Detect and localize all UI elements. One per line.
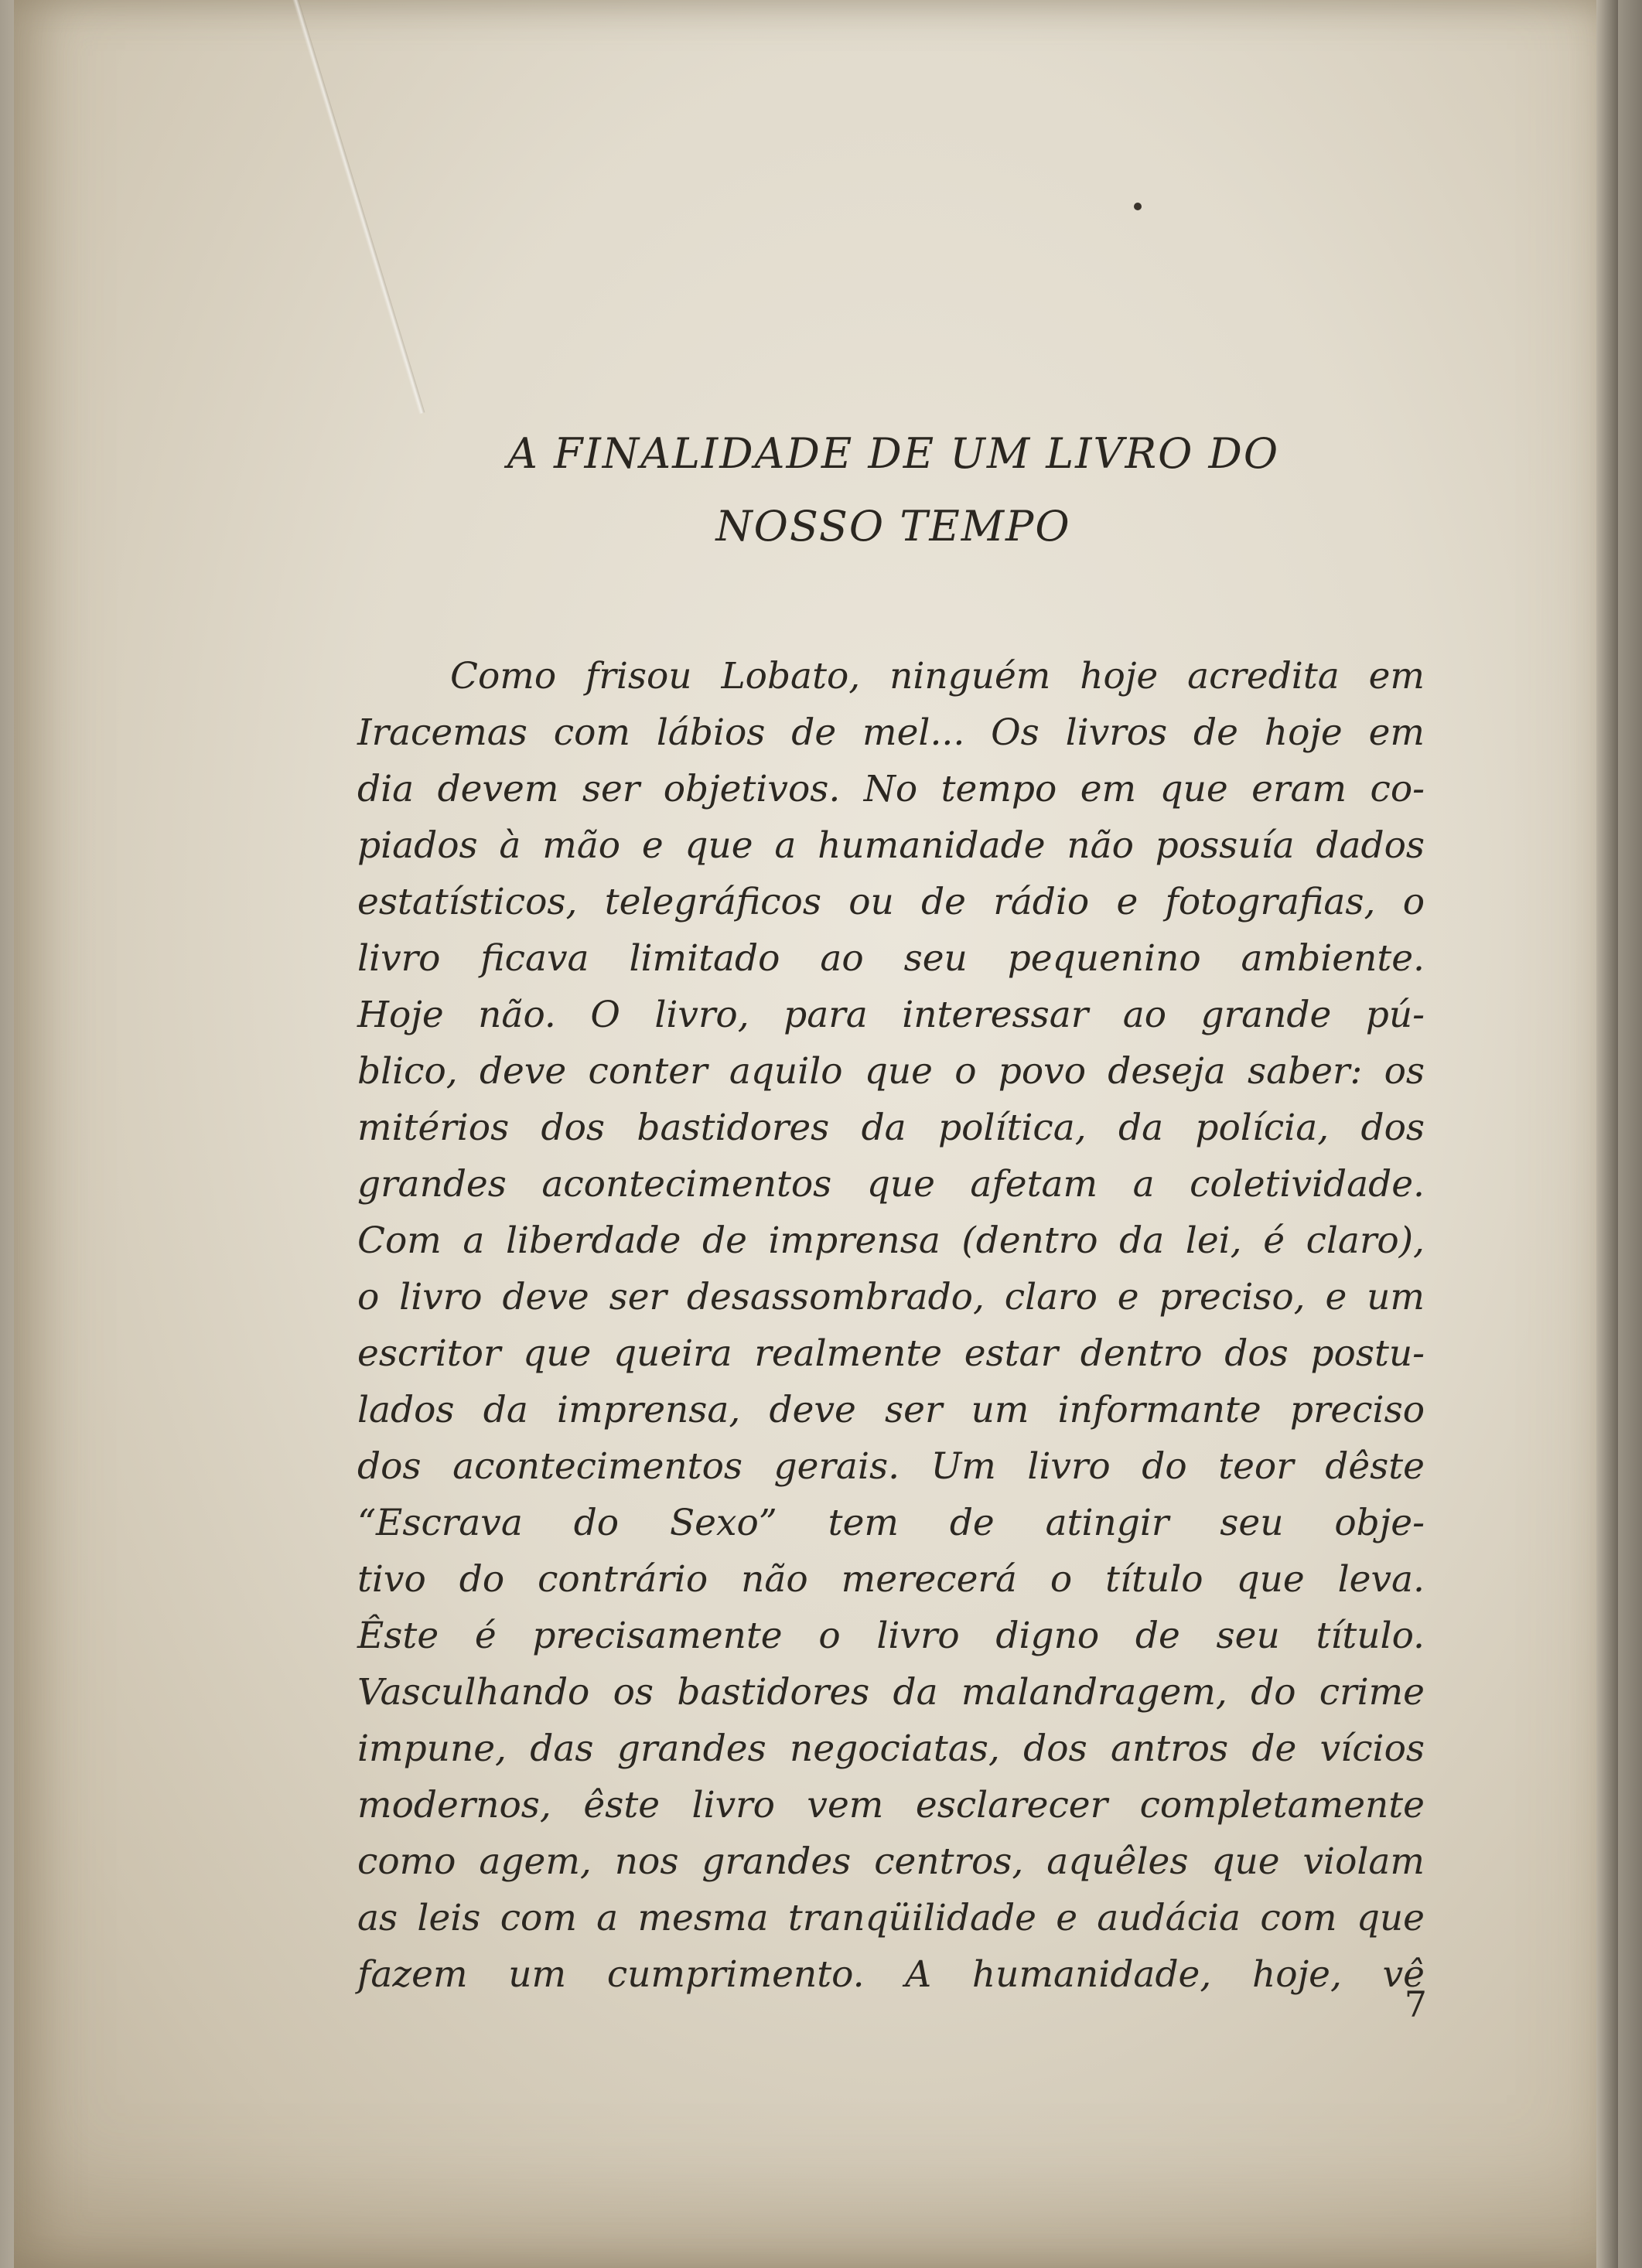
text-line: Iracemas com lábios de mel... Os livros de hoje em — [357, 711, 1425, 754]
text-line: escritor que queira realmente estar dentro dos postu- — [357, 1332, 1425, 1375]
text-line: as leis com a mesma tranqüilidade e audácia com que — [357, 1897, 1425, 1939]
text-line: fazem um cumprimento. A humanidade, hoje, vê — [357, 1953, 1425, 1996]
chapter-title-line-2: NOSSO TEMPO — [715, 502, 1071, 551]
page-edge — [1596, 0, 1618, 2268]
text-line: tivo do contrário não merecerá o título que leva. — [357, 1558, 1425, 1601]
text-line: blico, deve conter aquilo que o povo deseja saber: os — [357, 1050, 1425, 1093]
body-paragraph — [357, 648, 1425, 2003]
text-line: Êste é precisamente o livro digno de seu título. — [357, 1615, 1425, 1657]
text-line: Como frisou Lobato, ninguém hoje acredita em — [450, 655, 1425, 697]
text-line: lados da imprensa, deve ser um informante preciso — [357, 1389, 1425, 1431]
text-line: grandes acontecimentos que afetam a coletividade. — [357, 1163, 1425, 1206]
text-line: Hoje não. O livro, para interessar ao grande pú- — [357, 994, 1425, 1036]
text-line: modernos, êste livro vem esclarecer completamente — [357, 1784, 1425, 1826]
ink-speck — [1134, 203, 1142, 210]
text-line: Vasculhando os bastidores da malandragem, do crime — [357, 1671, 1425, 1714]
text-line: estatísticos, telegráficos ou de rádio e fotografias, o — [357, 881, 1425, 923]
paper-crease — [292, 0, 425, 414]
text-line: como agem, nos grandes centros, aquêles que violam — [357, 1840, 1425, 1883]
text-line: Com a liberdade de imprensa (dentro da lei, é claro), — [357, 1219, 1425, 1262]
text-line: o livro deve ser desassombrado, claro e preciso, e um — [357, 1276, 1425, 1318]
text-line: “Escrava do Sexo” tem de atingir seu obje- — [357, 1502, 1425, 1544]
text-line: mitérios dos bastidores da política, da polícia, dos — [357, 1107, 1425, 1149]
chapter-title — [325, 418, 1462, 563]
chapter-title-line-1: A FINALIDADE DE UM LIVRO DO — [507, 429, 1280, 478]
page-number: 7 — [1404, 1983, 1427, 2025]
text-line: dos acontecimentos gerais. Um livro do teor dêste — [357, 1445, 1425, 1488]
text-line: livro ficava limitado ao seu pequenino ambiente. — [357, 937, 1425, 980]
text-line: piados à mão e que a humanidade não possuía dados — [357, 824, 1425, 867]
text-line: impune, das grandes negociatas, dos antros de vícios — [357, 1727, 1425, 1770]
text-line: dia devem ser objetivos. No tempo em que eram co- — [357, 768, 1425, 810]
